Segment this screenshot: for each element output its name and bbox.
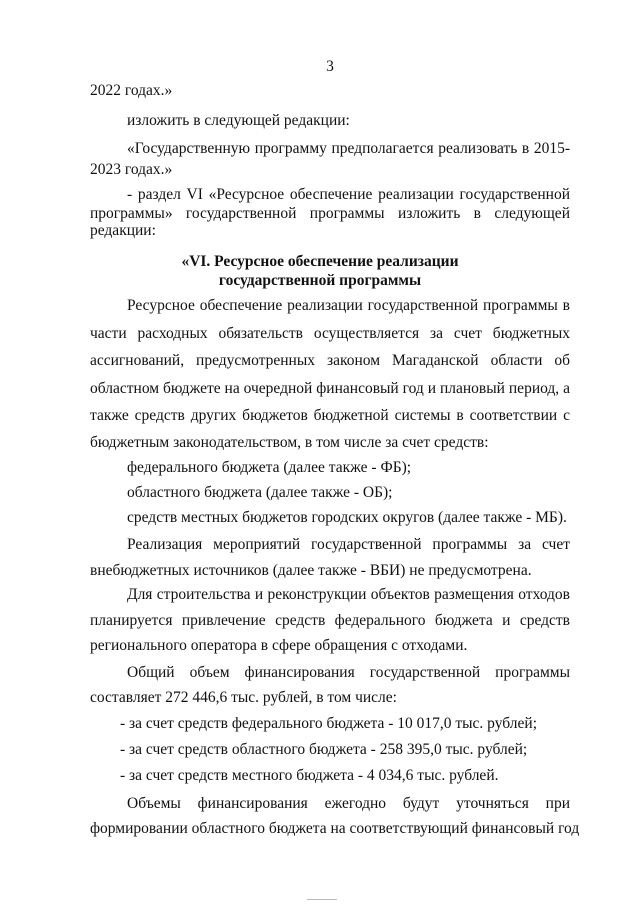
text-line: - за счет средств областного бюджета - 258 395,0 тыс. рублей;	[120, 741, 528, 758]
text-line: областном бюджете на очередной финансовый год и плановый период, а	[90, 380, 570, 397]
text-line: ассигнований, предусмотренных законом Магаданской области об	[90, 352, 570, 369]
text-line: редакции:	[90, 222, 156, 239]
text-line: средств местных бюджетов городских округов (далее также - МБ).	[127, 509, 567, 526]
text-line: 2022 годах.»	[90, 82, 173, 99]
scan-mark	[307, 899, 337, 900]
text-line: - раздел VI «Ресурсное обеспечение реализации государственной	[127, 186, 570, 203]
text-line: также средств других бюджетов бюджетной системы в соответствии с	[90, 407, 570, 424]
text-line: программы» государственной программы изложить в следующей	[90, 205, 570, 222]
text-line: формировании областного бюджета на соответствующий финансовый год	[90, 820, 580, 837]
text-line: части расходных обязательств осуществляется за счет бюджетных	[90, 325, 570, 342]
text-line: - за счет средств федерального бюджета - 10 017,0 тыс. рублей;	[120, 715, 537, 732]
text-line: Объемы финансирования ежегодно будут уточняться при	[127, 795, 570, 812]
text-line: планируется привлечение средств федерального бюджета и средств	[90, 612, 570, 629]
text-line: областного бюджета (далее также - ОБ);	[127, 484, 393, 501]
text-line: внебюджетных источников (далее также - ВБИ) не предусмотрена.	[90, 562, 532, 579]
page-number: 3	[326, 58, 334, 75]
text-line: Общий объем финансирования государственной программы	[127, 664, 570, 681]
text-line: составляет 272 446,6 тыс. рублей, в том числе:	[90, 689, 397, 706]
text-line: «Государственную программу предполагается реализовать в 2015-	[127, 140, 570, 157]
text-line: бюджетным законодательством, в том числе за счет средств:	[90, 434, 489, 451]
text-line: федерального бюджета (далее также - ФБ);	[127, 459, 412, 476]
text-line: изложить в следующей редакции:	[127, 112, 350, 129]
section-heading-line1: «VI. Ресурсное обеспечение реализации	[181, 253, 459, 270]
section-heading-line2: государственной программы	[218, 272, 422, 289]
text-line: - за счет средств местного бюджета - 4 034,6 тыс. рублей.	[120, 767, 499, 784]
text-line: Реализация мероприятий государственной программы за счет	[127, 536, 570, 553]
text-line: регионального оператора в сфере обращения с отходами.	[90, 637, 468, 654]
text-line: Для строительства и реконструкции объектов размещения отходов	[127, 586, 570, 603]
text-line: 2023 годах.»	[90, 161, 173, 178]
text-line: Ресурсное обеспечение реализации государственной программы в	[127, 297, 570, 314]
